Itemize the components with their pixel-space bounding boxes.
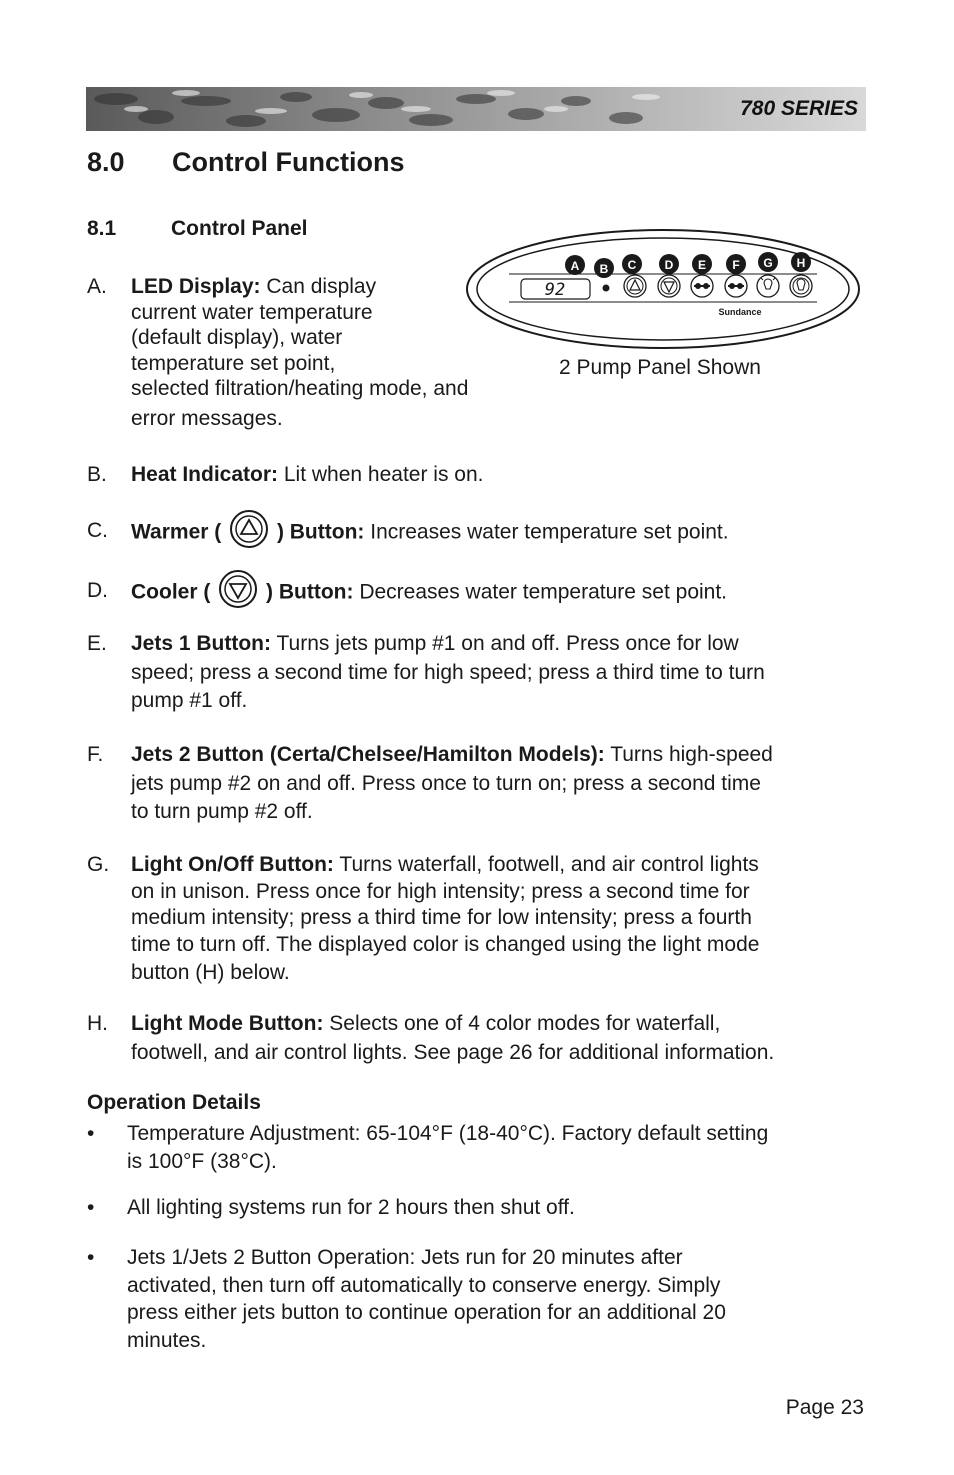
warmer-button-icon	[624, 275, 646, 297]
section-number: 8.0	[87, 147, 125, 177]
light-on-off-button-icon	[757, 275, 779, 297]
panel-caption: 2 Pump Panel Shown	[559, 356, 761, 379]
callout-f: F	[732, 258, 740, 272]
section-heading	[87, 147, 404, 178]
section-title: Control Functions	[172, 147, 405, 177]
callout-a: A	[570, 259, 580, 273]
jets-1-button-icon	[691, 275, 713, 297]
jets-2-button-icon	[725, 275, 747, 297]
cooler-icon	[218, 569, 258, 609]
callout-h: H	[796, 256, 806, 270]
header-banner	[86, 87, 866, 131]
callout-b: B	[599, 262, 609, 276]
brand-logo: Sundance	[718, 307, 762, 317]
item-title: LED Display:	[131, 275, 261, 298]
page-number: Page 23	[785, 1396, 864, 1419]
series-label: 780 SERIES	[740, 97, 858, 120]
subsection-heading	[87, 217, 308, 241]
callout-d: D	[664, 258, 674, 272]
heat-indicator-icon	[603, 285, 610, 292]
led-display-value: 92	[544, 280, 566, 300]
operation-details-heading: Operation Details	[87, 1091, 261, 1114]
light-mode-button-icon	[790, 275, 812, 297]
subsection-title: Control Panel	[171, 217, 308, 240]
callout-c: C	[627, 258, 637, 272]
subsection-number: 8.1	[87, 217, 117, 240]
cooler-button-icon	[658, 275, 680, 297]
item-letter: A.	[87, 275, 107, 298]
callout-g: G	[763, 256, 773, 270]
callout-e: E	[697, 258, 707, 272]
warmer-icon	[229, 509, 269, 549]
